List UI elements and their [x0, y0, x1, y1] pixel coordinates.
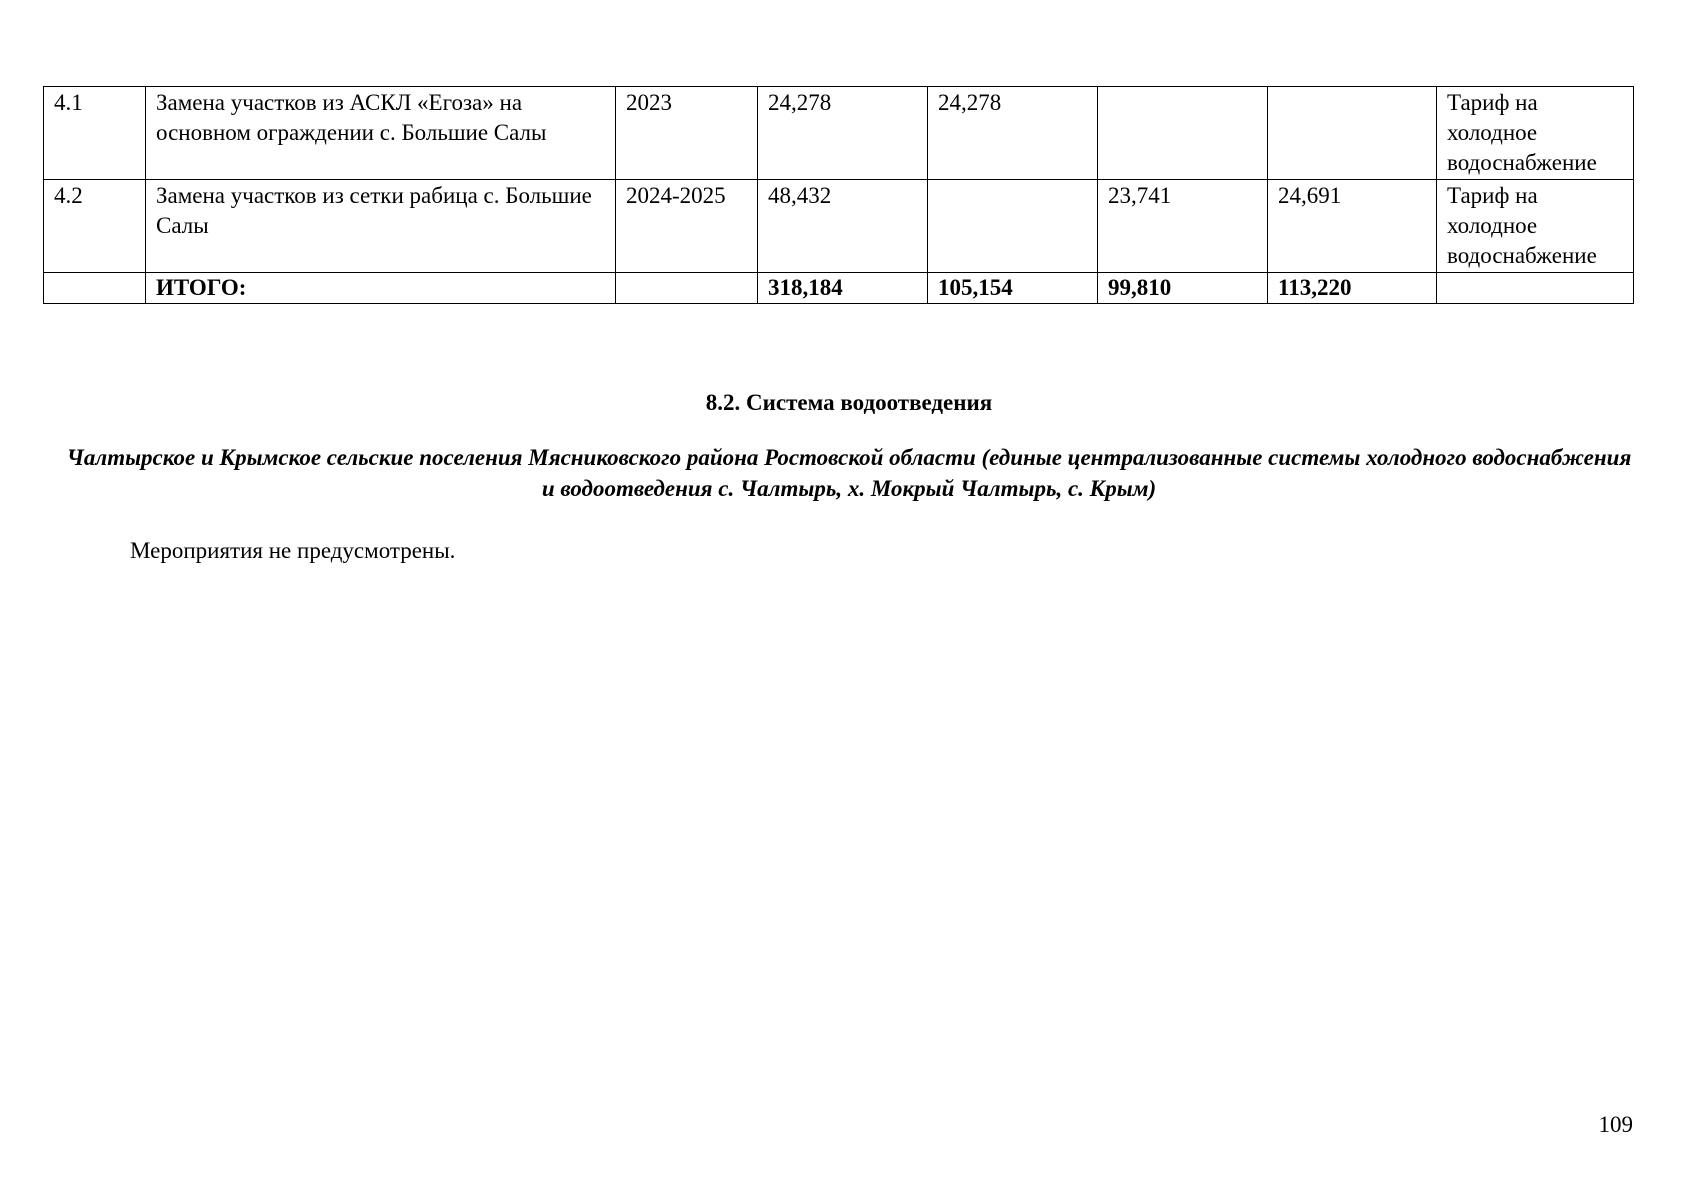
body-paragraph: Мероприятия не предусмотрены. [130, 538, 456, 563]
period-cell [616, 273, 758, 304]
measures-table [43, 86, 1634, 304]
total-cost-cell: 318,184 [758, 273, 928, 304]
table-row [44, 87, 1634, 180]
cost-2023-cell [928, 180, 1098, 273]
cost-2025-cell: 113,220 [1268, 273, 1437, 304]
period-cell: 2023 [616, 87, 758, 180]
row-number-cell: 4.2 [44, 180, 146, 273]
cost-2025-cell: 24,691 [1268, 180, 1437, 273]
cost-2024-cell: 23,741 [1098, 180, 1268, 273]
funding-source-cell [1437, 273, 1634, 304]
section-heading: 8.2. Система водоотведения [705, 390, 993, 415]
total-label-cell: ИТОГО: [146, 273, 616, 304]
row-number-cell: 4.1 [44, 87, 146, 180]
period-cell: 2024-2025 [616, 180, 758, 273]
cost-2023-cell: 105,154 [928, 273, 1098, 304]
row-number-cell [44, 273, 146, 304]
table-total-row [44, 273, 1634, 304]
table-row [44, 180, 1634, 273]
total-cost-cell: 24,278 [758, 87, 928, 180]
measure-name-cell: Замена участков из АСКЛ «Егоза» на основном ограждении с. Большие Салы [146, 87, 616, 180]
measure-name-cell: Замена участков из сетки рабица с. Большие Салы [146, 180, 616, 273]
total-cost-cell: 48,432 [758, 180, 928, 273]
cost-2025-cell [1268, 87, 1437, 180]
funding-source-cell: Тариф на холодное водоснабжение [1437, 87, 1634, 180]
cost-2023-cell: 24,278 [928, 87, 1098, 180]
cost-2024-cell [1098, 87, 1268, 180]
page-number: 109 [1598, 1112, 1633, 1137]
cost-2024-cell: 99,810 [1098, 273, 1268, 304]
section-subheading: Чалтырское и Крымское сельские поселения Мясниковского района Ростовской области (единые централизованные системы холодного водоснабжения и водоотведения с. Чалтырь, х. Мокрый Чалтырь, с. Крым) [66, 445, 1632, 501]
funding-source-cell: Тариф на холодное водоснабжение [1437, 180, 1634, 273]
